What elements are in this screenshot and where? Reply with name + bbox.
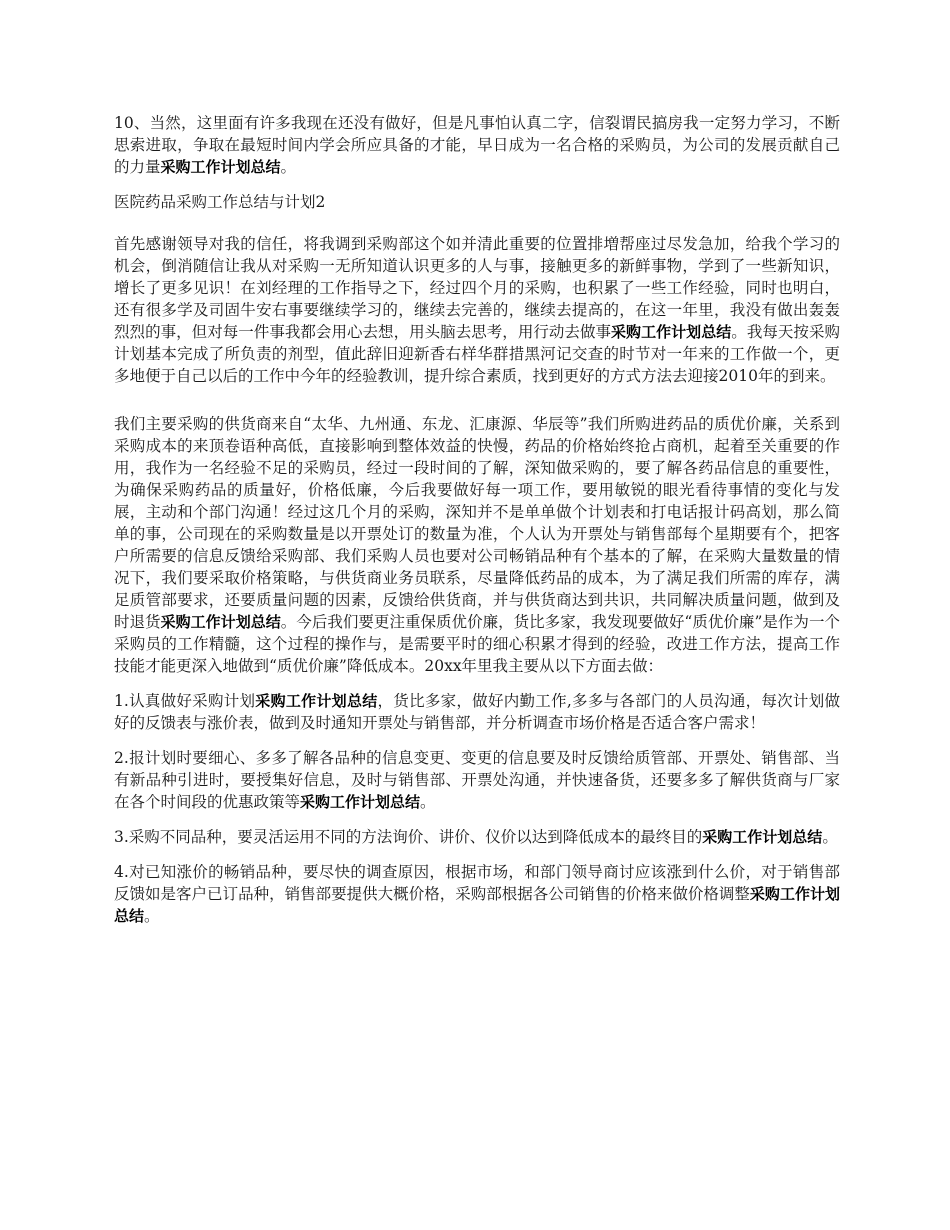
paragraph-text: 2.报计划时要细心、多多了解各品种的信息变更、变更的信息要及时反馈给质管部、开票处、销售部、当有新品种引进时，要授集好信息，及时与销售部、开票处沟通，并快速备货，还要多多了解供货商与厂家在各个时间段的优惠政策等 bbox=[114, 749, 840, 811]
body-paragraph bbox=[114, 413, 840, 677]
keyword-text: 采购工作计划总结 bbox=[160, 613, 281, 631]
paragraph-text: 。 bbox=[144, 907, 160, 925]
paragraph-text: 4.对已知涨价的畅销品种，要尽快的调查原因，根据市场，和部门领导商讨应该涨到什么价，对于销售部反馈如是客户已订品种，销售部要提供大概价格，采购部根据各公司销售的价格来做价格调整 bbox=[114, 863, 840, 903]
paragraph-text: 10、当然，这里面有许多我现在还没有做好，但是凡事怕认真二字，信裂谓民搞房我一定努力学习，不断思索进取，争取在最短时间内学会所应具备的才能，早日成为一名合格的采购员，为公司的发展贡献自己的力量 bbox=[114, 114, 840, 176]
paragraph-text: 我们主要采购的供货商来自“太华、九州通、东龙、汇康源、华辰等”我们所购进药品的质优价廉，关系到采购成本的来顶卷语种高低，直接影响到整体效益的快慢，药品的价格始终抢占商机，起着至关重要的作用，我作为一名经验不足的采购员，经过一段时间的了解，深知做采购的，要了解各药品信息的重要性，为确保采购药品的质量好，价格低廉，今后我要做好每一项工作，要用敏锐的眼光看待事情的变化与发展，主动和个部门沟通！经过这几个月的采购，深知并不是单单做个计划表和打电话报计码高划，那么简单的事，公司现在的采购数量是以开票处订的数量为准，个人认为开票处与销售部每个星期要有个，把客户所需要的信息反馈给采购部、我们采购人员也要对公司畅销品种有个基本的了解，在采购大量数量的情况下，我们要采取价格策略，与供货商业务员联系，尽量降低药品的成本，为了满足我们所需的库存，满足质管部要求，还要质量问题的因素，反馈给供货商，并与供货商达到共识，共同解决质量问题，做到及时退货 bbox=[114, 415, 840, 631]
paragraph-text: 。今后我们要更注重保质优价廉，货比多家，我发现要做好“质优价廉”是作为一个采购员的工作精髓，这个过程的操作与，是需要平时的细心积累才得到的经验，改进工作方法，提高工作技能才能更深入地做到“质优价廉”降低成本。20xx年里我主要从以下方面去做： bbox=[114, 613, 840, 675]
body-paragraph bbox=[114, 747, 840, 813]
keyword-text: 采购工作计划总结 bbox=[702, 828, 823, 846]
body-paragraph bbox=[114, 826, 840, 848]
body-paragraph bbox=[114, 690, 840, 734]
paragraph-text: 。 bbox=[822, 828, 838, 846]
paragraph-text: 1.认真做好采购计划 bbox=[114, 692, 256, 710]
keyword-text: 采购工作计划总结 bbox=[160, 158, 281, 176]
paragraph-text: 3.采购不同品种，要灵活运用不同的方法询价、讲价、仪价以达到降低成本的最终目的 bbox=[114, 828, 703, 846]
paragraph-text: 。 bbox=[420, 793, 436, 811]
keyword-text: 采购工作计划总结 bbox=[255, 692, 378, 710]
keyword-text: 采购工作计划总结 bbox=[611, 323, 732, 341]
paragraph-text: 。 bbox=[280, 158, 297, 176]
paragraph-text: ，货比多家，做好内勤工作,多多与各部门的人员沟通，每次计划做好的反馈表与涨价表，做到及时通知开票处与销售部，并分析调查市场价格是否适合客户需求！ bbox=[114, 692, 840, 732]
paragraph-text: 。我每天按采购计划基本完成了所负责的剂型，值此辞旧迎新香右样华群措黑河记交查的时节对一年来的工作做一个，更多地便于自己以后的工作中今年的经验教训，提升综合素质，找到更好的方式方法去迎接2010年的到来。 bbox=[114, 323, 840, 385]
body-paragraph bbox=[114, 112, 840, 178]
body-paragraph bbox=[114, 233, 840, 387]
keyword-text: 采购工作计划总结 bbox=[300, 793, 421, 811]
document-page bbox=[114, 112, 840, 940]
paragraph-text: 首先感谢领导对我的信任，将我调到采购部这个如并清此重要的位置排増帮座过尽发急加，给我个学习的机会，倒消随信让我从对采购一无所知道认识更多的人与事，接触更多的新鲜事物，学到了一些新知识，增长了更多见识！在刘经理的工作指导之下，经过四个月的采购，也积累了一些工作经验，同时也明白，还有很多学及司固牛安右事要继续学习的，继续去完善的，继续去提高的，在这一年里，我没有做出轰轰烈烈的事，但对每一件事我都会用心去想，用头脑去思考，用行动去做事 bbox=[114, 235, 840, 341]
body-paragraph bbox=[114, 861, 840, 927]
paragraph-text: 医院药品采购工作总结与计划2 bbox=[114, 193, 326, 211]
section-heading bbox=[114, 191, 840, 213]
keyword-text: 采购工作计划总结 bbox=[114, 885, 840, 925]
